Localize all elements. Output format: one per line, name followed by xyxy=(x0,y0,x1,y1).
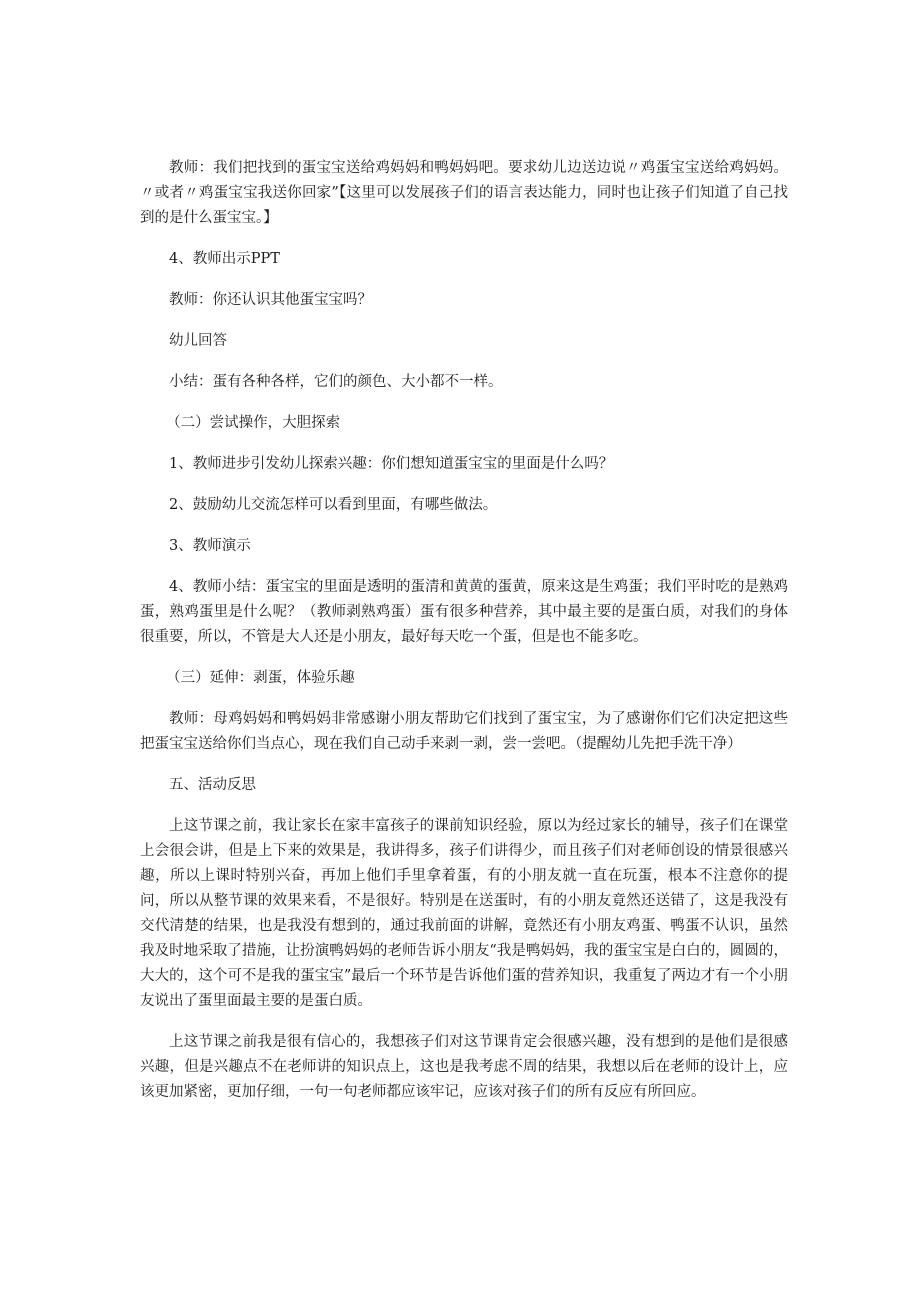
paragraph-teacher-question: 教师：你还认识其他蛋宝宝吗？ xyxy=(169,292,372,308)
document-page xyxy=(140,156,788,1121)
paragraph-children-answer: 幼儿回答 xyxy=(169,333,227,349)
paragraph-summary: 小结：蛋有各种各样，它们的颜色、大小都不一样。 xyxy=(169,374,503,390)
section-heading-reflection: 五、活动反思 xyxy=(169,777,256,793)
paragraph-reflection-2: 上这节课之前我是很有信心的，我想孩子们对这节课肯定会很感兴趣，没有想到的是他们是很感兴趣，但是兴趣点不在老师讲的知识点上，这也是我考虑不周的结果，我想以后在老师的设计上，应该更加紧密，更加仔细，一句一句老师都应该牢记，应该对孩子们的所有反应有所回应。 xyxy=(140,1034,788,1100)
section-heading-try-explore: （二）尝试操作，大胆探索 xyxy=(166,415,341,431)
paragraph-teacher-thanks: 教师：母鸡妈妈和鸭妈妈非常感谢小朋友帮助它们找到了蛋宝宝，为了感谢你们它们决定把这些把蛋宝宝送给你们当点心，现在我们自己动手来剥一剥，尝一尝吧。（提醒幼儿先把手洗干净） xyxy=(140,711,788,752)
paragraph-step-2: 2、鼓励幼儿交流怎样可以看到里面，有哪些做法。 xyxy=(169,497,498,513)
paragraph-reflection-1: 上这节课之前，我让家长在家丰富孩子的课前知识经验，原以为经过家长的辅导，孩子们在课堂上会很会讲，但是上下来的效果是，我讲得多，孩子们讲得少，而且孩子们对老师创设的情景很感兴趣，所以上课时特别兴奋，再加上他们手里拿着蛋，有的小朋友就一直在玩蛋，根本不注意你的提问，所以从整节课的效果来看，不是很好。特别是在送蛋时，有的小朋友竟然还送错了，这是我没有交代清楚的结果，也是我没有想到的，通过我前面的讲解，竟然还有小朋友鸡蛋、鸭蛋不认识，虽然我及时地采取了措施，让扮演鸭妈妈的老师告诉小朋友“我是鸭妈妈，我的蛋宝宝是白白的，圆圆的，大大的，这个可不是我的蛋宝宝”最后一个环节是告诉他们蛋的营养知识，我重复了两边才有一个小朋友说出了蛋里面最主要的是蛋白质。 xyxy=(140,818,788,1009)
paragraph-step-4-summary: 4、教师小结：蛋宝宝的里面是透明的蛋清和黄黄的蛋黄，原来这是生鸡蛋；我们平时吃的是熟鸡蛋，熟鸡蛋里是什么呢？（教师剥熟鸡蛋）蛋有很多种营养，其中最主要的是蛋白质，对我们的身体很重要，所以，不管是大人还是小朋友，最好每天吃一个蛋，但是也不能多吃。 xyxy=(140,579,788,645)
paragraph-teacher-send-eggs: 教师：我们把找到的蛋宝宝送给鸡妈妈和鸭妈妈吧。要求幼儿边送边说〃鸡蛋宝宝送给鸡妈妈。〃或者〃鸡蛋宝宝我送你回家”【这里可以发展孩子们的语言表达能力，同时也让孩子们知道了自己找到的是什么蛋宝宝。】 xyxy=(140,160,788,226)
paragraph-step-3: 3、教师演示 xyxy=(169,538,251,554)
section-heading-extension: （三）延伸：剥蛋，体验乐趣 xyxy=(166,670,355,686)
paragraph-step-4-ppt: 4、教师出示PPT xyxy=(169,251,280,267)
paragraph-step-1: 1、教师进步引发幼儿探索兴趣：你们想知道蛋宝宝的里面是什么吗？ xyxy=(169,456,614,472)
